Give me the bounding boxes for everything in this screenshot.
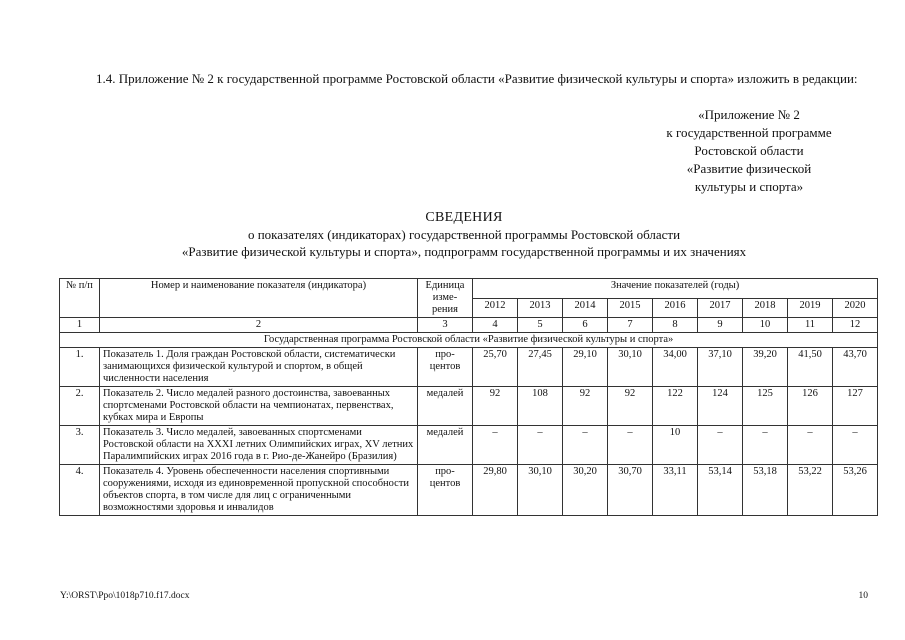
row-value: –: [698, 426, 743, 465]
header-year: 2018: [743, 298, 788, 318]
row-value: 30,70: [608, 465, 653, 516]
row-value: 25,70: [473, 348, 518, 387]
row-value: 39,20: [743, 348, 788, 387]
row-value: 53,26: [833, 465, 878, 516]
header-year: 2014: [563, 298, 608, 318]
column-number: 6: [563, 318, 608, 333]
header-year: 2016: [653, 298, 698, 318]
column-number: 10: [743, 318, 788, 333]
header-year: 2012: [473, 298, 518, 318]
program-group-row: [60, 333, 878, 348]
row-unit: медалей: [418, 426, 473, 465]
appendix-line: «Развитие физической: [686, 161, 812, 176]
header-year: 2019: [788, 298, 833, 318]
header-unit: Единица изме-рения: [418, 279, 473, 318]
row-value: 108: [518, 387, 563, 426]
row-value: 30,10: [608, 348, 653, 387]
row-value: –: [743, 426, 788, 465]
row-value: 53,14: [698, 465, 743, 516]
row-value: 41,50: [788, 348, 833, 387]
row-num: 4.: [60, 465, 100, 516]
column-number: 9: [698, 318, 743, 333]
row-unit: медалей: [418, 387, 473, 426]
header-values-group: Значение показателей (годы): [473, 279, 878, 299]
column-number: 3: [418, 318, 473, 333]
table-row: [60, 348, 878, 387]
column-number: 1: [60, 318, 100, 333]
row-value: 53,22: [788, 465, 833, 516]
header-year: 2017: [698, 298, 743, 318]
row-value: 33,11: [653, 465, 698, 516]
column-number: 11: [788, 318, 833, 333]
appendix-line: «Приложение № 2: [698, 107, 800, 122]
row-value: 92: [563, 387, 608, 426]
row-value: 27,45: [518, 348, 563, 387]
row-value: 34,00: [653, 348, 698, 387]
header-year: 2020: [833, 298, 878, 318]
indicators-table: [59, 278, 878, 516]
page-number: 10: [858, 591, 868, 601]
row-num: 2.: [60, 387, 100, 426]
row-indicator-name: Показатель 4. Уровень обеспеченности населения спортивными сооружениями, исходя из единовременной пропускной способности объектов спорта, в том числе для лиц с ограниченными возможностями здоровья и инвалидов: [100, 465, 418, 516]
column-number: 4: [473, 318, 518, 333]
column-number: 5: [518, 318, 563, 333]
row-value: 125: [743, 387, 788, 426]
row-value: 122: [653, 387, 698, 426]
row-value: 10: [653, 426, 698, 465]
row-value: –: [473, 426, 518, 465]
appendix-line: Ростовской области: [694, 143, 804, 158]
header-year: 2013: [518, 298, 563, 318]
heading-subtitle-line2: «Развитие физической культуры и спорта», подпрограмм государственной программы и их значениях: [181, 244, 747, 259]
header-num: № п/п: [60, 279, 100, 318]
row-indicator-name: Показатель 1. Доля граждан Ростовской области, систематически занимающихся физической культурой и спортом, в общей численности населения: [100, 348, 418, 387]
row-unit: про-центов: [418, 348, 473, 387]
row-value: 37,10: [698, 348, 743, 387]
footer-file-path: Y:\ORST\Ppo\1018p710.f17.docx: [60, 591, 190, 601]
row-value: 127: [833, 387, 878, 426]
column-number-row: [60, 318, 878, 333]
appendix-line: культуры и спорта»: [694, 179, 804, 194]
row-value: 29,80: [473, 465, 518, 516]
row-value: 92: [608, 387, 653, 426]
heading-title: СВЕДЕНИЯ: [425, 210, 503, 225]
row-value: 92: [473, 387, 518, 426]
header-name: Номер и наименование показателя (индикатора): [100, 279, 418, 318]
row-indicator-name: Показатель 2. Число медалей разного достоинства, завоеванных спортсменами Ростовской области на чемпионатах, первенствах, кубках мира и Европы: [100, 387, 418, 426]
table-header-row: [60, 279, 878, 299]
table-row: [60, 465, 878, 516]
row-value: –: [788, 426, 833, 465]
row-value: –: [563, 426, 608, 465]
row-value: 30,20: [563, 465, 608, 516]
appendix-line: к государственной программе: [666, 125, 832, 140]
heading-subtitle-line1: о показателях (индикаторах) государственной программы Ростовской области: [247, 227, 681, 242]
column-number: 12: [833, 318, 878, 333]
row-value: 29,10: [563, 348, 608, 387]
column-number: 8: [653, 318, 698, 333]
row-value: 53,18: [743, 465, 788, 516]
table-row: [60, 426, 878, 465]
row-num: 3.: [60, 426, 100, 465]
row-value: 30,10: [518, 465, 563, 516]
appendix-stamp: [630, 106, 868, 196]
intro-paragraph: 1.4. Приложение № 2 к государственной программе Ростовской области «Развитие физической культуры и спорта» изложить в редакции:: [96, 71, 858, 86]
row-num: 1.: [60, 348, 100, 387]
row-value: –: [833, 426, 878, 465]
row-value: –: [608, 426, 653, 465]
column-number: 2: [100, 318, 418, 333]
table-row: [60, 387, 878, 426]
row-value: 124: [698, 387, 743, 426]
row-value: –: [518, 426, 563, 465]
row-unit: про-центов: [418, 465, 473, 516]
column-number: 7: [608, 318, 653, 333]
row-indicator-name: Показатель 3. Число медалей, завоеванных спортсменами Ростовской области на XXXI летних Олимпийских играх, XV летних Паралимпийских играх 2016 года в г. Рио-де-Жанейро (Бразилия): [100, 426, 418, 465]
program-group-title: Государственная программа Ростовской области «Развитие физической культуры и спорта»: [60, 333, 878, 348]
row-value: 126: [788, 387, 833, 426]
header-year: 2015: [608, 298, 653, 318]
document-heading: [60, 209, 868, 260]
row-value: 43,70: [833, 348, 878, 387]
